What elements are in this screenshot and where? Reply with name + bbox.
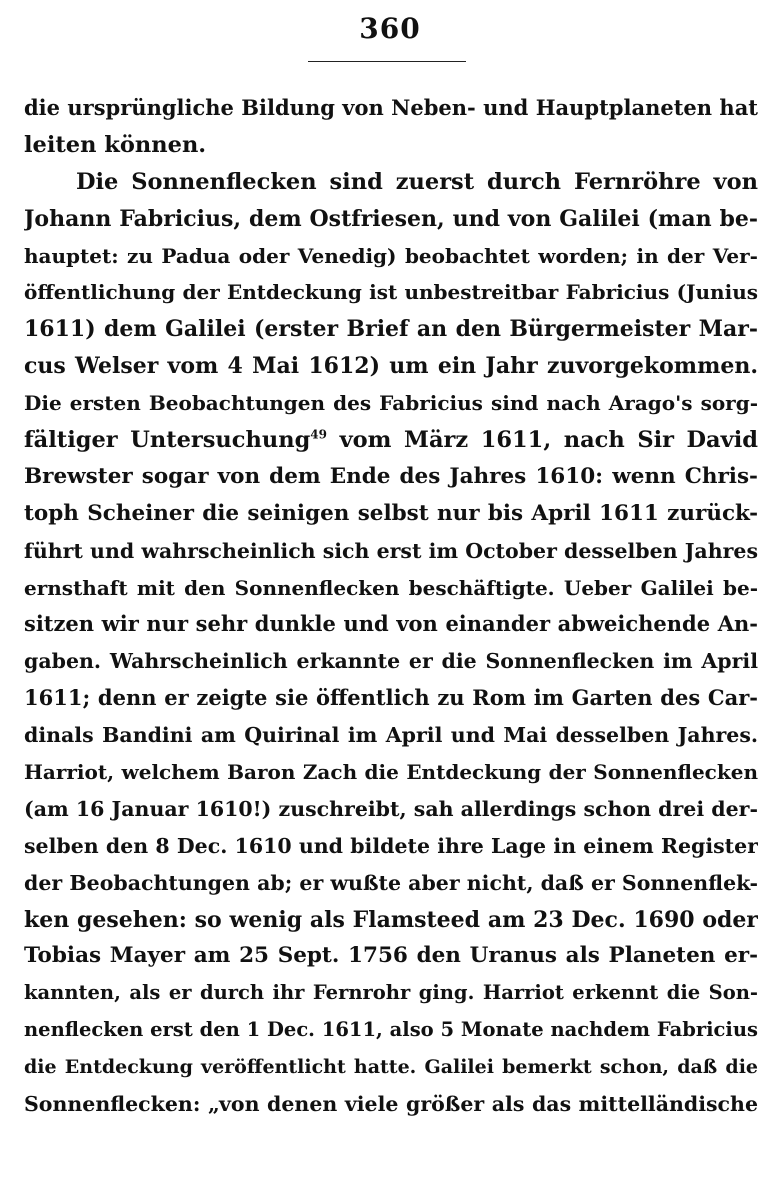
text-line: gaben. Wahrscheinlich erkannte er die Sonnenflecken im April (24, 649, 758, 674)
text-line: ken gesehen: so wenig als Flamsteed am 23 Dec. 1690 oder (24, 906, 758, 933)
text-line: dinals Bandini am Quirinal im April und Mai desselben Jahres. (24, 723, 758, 748)
header-rule (308, 61, 466, 62)
text-line-part: fältiger Untersuchung (24, 427, 311, 454)
text-line: 1611) dem Galilei (erster Brief an den Bürgermeister Mar- (24, 316, 758, 343)
text-line: öffentlichung der Entdeckung ist unbestreitbar Fabricius (Junius (24, 280, 758, 305)
text-line: hauptet: zu Padua oder Venedig) beobachtet worden; in der Ver- (24, 243, 758, 268)
text-line: selben den 8 Dec. 1610 und bildete ihre Lage in einem Register (24, 833, 758, 858)
text-line: Johann Fabricius, dem Ostfriesen, und von Galilei (man be- (24, 205, 758, 232)
text-line: die ursprüngliche Bildung von Neben- und Hauptplaneten hat (24, 95, 758, 120)
footnote-reference: 49 (310, 427, 327, 442)
page-number: 360 (359, 12, 421, 45)
text-line: cus Welser vom 4 Mai 1612) um ein Jahr zuvorgekommen. (24, 353, 758, 380)
text-line: (am 16 Januar 1610!) zuschreibt, sah allerdings schon drei der- (24, 796, 758, 821)
text-line: die Entdeckung veröffentlicht hatte. Galilei bemerkt schon, daß die (24, 1056, 758, 1079)
text-line: Die Sonnenflecken sind zuerst durch Fernröhre von (76, 168, 758, 195)
body-text (24, 90, 758, 1123)
text-line: kannten, als er durch ihr Fernrohr ging. Harriot erkennt die Son- (24, 981, 758, 1005)
text-line: leiten können. (24, 131, 207, 158)
text-line: toph Scheiner die seinigen selbst nur bis April 1611 zurück- (24, 500, 758, 526)
text-line: ernsthaft mit den Sonnenflecken beschäftigte. Ueber Galilei be- (24, 575, 758, 600)
text-line: Sonnenflecken: „von denen viele größer als das mittelländische (24, 1092, 758, 1117)
text-line: 1611; denn er zeigte sie öffentlich zu Rom im Garten des Car- (24, 685, 758, 711)
text-line: Tobias Mayer am 25 Sept. 1756 den Uranus als Planeten er- (24, 943, 758, 969)
text-line: Die ersten Beobachtungen des Fabricius sind nach Arago's sorg- (24, 391, 758, 416)
text-line: Harriot, welchem Baron Zach die Entdeckung der Sonnenflecken (24, 760, 758, 785)
text-line (24, 422, 758, 459)
text-line: sitzen wir nur sehr dunkle und von einander abweichende An- (24, 611, 758, 637)
text-line: Brewster sogar von dem Ende des Jahres 1610: wenn Chris- (24, 463, 758, 489)
text-line-part: vom März 1611, nach Sir David (327, 427, 758, 454)
text-line: nenflecken erst den 1 Dec. 1611, also 5 Monate nachdem Fabricius (24, 1018, 758, 1042)
text-line: führt und wahrscheinlich sich erst im October desselben Jahres (24, 538, 758, 563)
text-line: der Beobachtungen ab; er wußte aber nicht, daß er Sonnenflek- (24, 870, 758, 895)
